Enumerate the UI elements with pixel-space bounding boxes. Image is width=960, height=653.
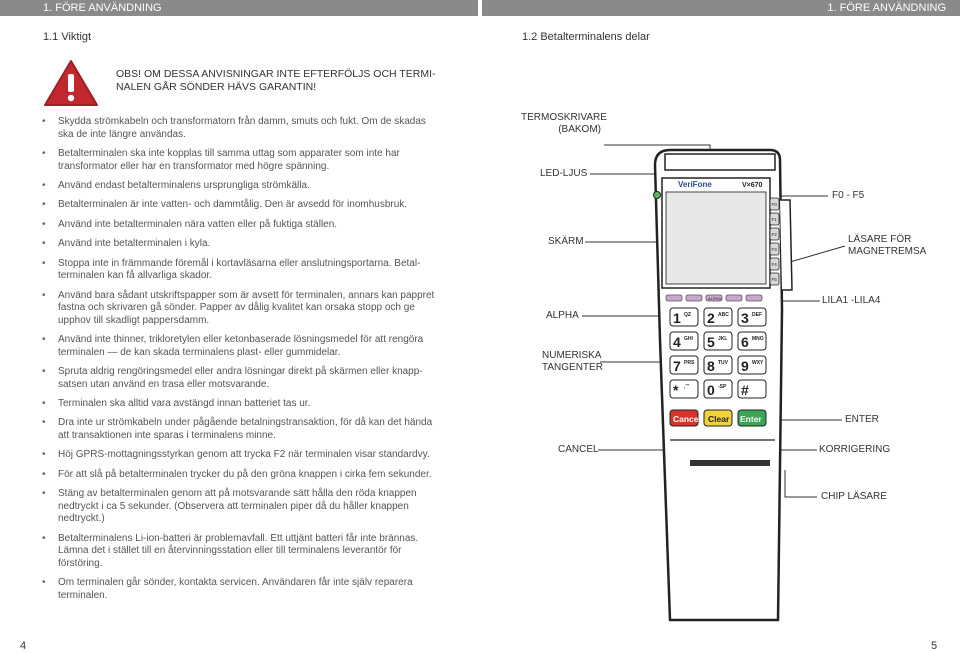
function-key-label: F4 — [771, 262, 777, 267]
key-digit: 9 — [741, 358, 749, 374]
function-key-label: F2 — [771, 232, 777, 237]
label-clear: KORRIGERING — [819, 444, 891, 455]
instruction-item: • Använd inte betalterminalen nära vatten eller på fuktiga ställen. — [42, 219, 442, 232]
key-letters: WXY — [752, 360, 764, 366]
chapter-title-left: 1. FÖRE ANVÄNDNING — [43, 2, 162, 14]
instruction-item: • Höj GPRS-mottagningsstyrkan genom att trycka F2 när terminalen visar standardvy. — [42, 449, 442, 462]
label-led: LED-LJUS — [540, 168, 588, 179]
key-letters: PRS — [684, 360, 695, 366]
label-magstripe: LÄSARE FÖR MAGNETREMSA — [848, 234, 927, 257]
key-digit: # — [741, 382, 749, 398]
label-fkeys: F0 - F5 — [832, 190, 865, 201]
label-printer: TERMOSKRIVARE (BAKOM) — [521, 112, 607, 135]
chapter-title-right: 1. FÖRE ANVÄNDNING — [827, 2, 946, 14]
instruction-item: • Betalterminalen ska inte kopplas till samma uttag som apparater som inte har transformator eller har en transformator med högre spänning. — [42, 148, 442, 173]
lila4-key[interactable] — [746, 295, 762, 301]
brand-logo: VeriFone — [678, 180, 712, 189]
key-letters: GHI — [684, 336, 693, 342]
label-cancel: CANCEL — [558, 444, 599, 455]
label-chip: CHIP LÄSARE — [821, 491, 887, 502]
key-letters: ,'" — [684, 384, 689, 390]
instruction-item: • Använd endast betalterminalens ursprungliga strömkälla. — [42, 180, 442, 193]
key-letters: JKL — [718, 336, 728, 342]
header-bar-left — [0, 0, 478, 16]
model-label: V×670 — [742, 182, 763, 189]
label-enter: ENTER — [845, 414, 879, 425]
function-key-label: F0 — [771, 202, 777, 207]
instruction-item: • Terminalen ska alltid vara avstängd innan batteriet tas ur. — [42, 398, 442, 411]
key-digit: 8 — [707, 358, 715, 374]
instruction-item: • Använd inte thinner, trikloretylen eller ketonbaserade lösningsmedel för att rengöra terminalen — de kan skada terminalens plast- eller gummidelar. — [42, 334, 442, 359]
label-numeric: NUMERISKA TANGENTER — [542, 350, 603, 373]
instruction-item: • Om terminalen går sönder, kontakta servicen. Användaren får inte själv reparera terminalen. — [42, 577, 442, 602]
instruction-item: • Skydda strömkabeln och transformatorn från damm, smuts och fukt. Om de skadas ska de inte längre användas. — [42, 116, 442, 141]
key-letters: DEF — [752, 312, 762, 318]
key-digit: 0 — [707, 382, 715, 398]
key-digit: * — [673, 382, 679, 398]
lila1-key[interactable] — [666, 295, 682, 301]
instruction-item: • Betalterminalen är inte vatten- och dammtålig. Den är avsedd för inomhusbruk. — [42, 199, 442, 212]
warning-icon — [42, 58, 100, 108]
warning-text: OBS! OM DESSA ANVISNINGAR INTE EFTERFÖLJS OCH TERMINALEN GÅR SÖNDER HÄVS GARANTIN! — [116, 68, 436, 93]
key-digit: 3 — [741, 310, 749, 326]
function-key-label: F3 — [771, 247, 777, 252]
key-digit: 5 — [707, 334, 715, 350]
key-digit: 7 — [673, 358, 681, 374]
instruction-item: • Betalterminalens Li-ion-batteri är problemavfall. Ett uttjänt batteri får inte brännas. Lämna det i stället till en återvinningsstation eller till terminalens leverantör för förstöring. — [42, 533, 442, 571]
function-key-label: F5 — [771, 277, 777, 282]
instruction-item: • Stoppa inte in främmande föremål i kortavläsarna eller anslutningsportarna. Betalterminalen kan få allvarliga skador. — [42, 258, 442, 283]
instruction-item: • Stäng av betalterminalen genom att på motsvarande sätt hålla den röda knappen nedtryckt i ca 5 sekunder. (Observera att terminalen piper då du håller knappen nedtryckt.) — [42, 488, 442, 526]
key-letters: ABC — [718, 312, 729, 318]
lila2-key[interactable] — [686, 295, 702, 301]
clear-key-label: Clear — [708, 414, 730, 424]
key-digit: 1 — [673, 310, 681, 326]
header-bar-right — [482, 0, 960, 16]
chip-reader-slot[interactable] — [690, 460, 770, 466]
instruction-item: • Använd inte betalterminalen i kyla. — [42, 238, 442, 251]
instruction-item: • Använd bara sådant utskriftspapper som är avsett för terminalen, annars kan pappret fastna och skrivaren gå sönder. Papper av dålig kvalitet kan orsaka stopp och ge upphov till skadligt pappersdamm. — [42, 290, 442, 328]
instruction-item: • Dra inte ur strömkabeln under pågående betalningstransaktion, för då kan det hända att transaktionen inte sparas i terminalens minne. — [42, 417, 442, 442]
instruction-item: • För att slå på betalterminalen trycker du på den gröna knappen i cirka fem sekunder. — [42, 469, 442, 482]
key-letters: TUV — [718, 360, 728, 366]
label-lila: LILA1 -LILA4 — [822, 295, 881, 306]
key-letters: MNO — [752, 336, 764, 342]
cancel-key-label: Cancel — [673, 414, 701, 424]
label-screen: SKÄRM — [548, 236, 584, 247]
key-letters: QZ — [684, 312, 691, 318]
section-title-right: 1.2 Betalterminalens delar — [522, 31, 650, 43]
section-title-left: 1.1 Viktigt — [43, 31, 92, 43]
page-number-left: 4 — [20, 640, 27, 652]
key-digit: 6 — [741, 334, 749, 350]
page-number-right: 5 — [931, 640, 938, 652]
alpha-key-label: ALPHA — [708, 296, 722, 301]
payment-terminal-illustration — [630, 140, 830, 630]
function-key-label: F1 — [771, 217, 777, 222]
key-digit: 4 — [673, 334, 681, 350]
key-letters: -SP — [718, 384, 727, 390]
safety-instructions-list — [42, 116, 442, 609]
key-digit: 2 — [707, 310, 715, 326]
lila3-key[interactable] — [726, 295, 742, 301]
enter-key-label: Enter — [740, 414, 762, 424]
label-alpha: ALPHA — [546, 310, 579, 321]
instruction-item: • Spruta aldrig rengöringsmedel eller andra lösningar direkt på skärmen eller knappsatsen utan använd en trasa eller motsvarande. — [42, 366, 442, 391]
